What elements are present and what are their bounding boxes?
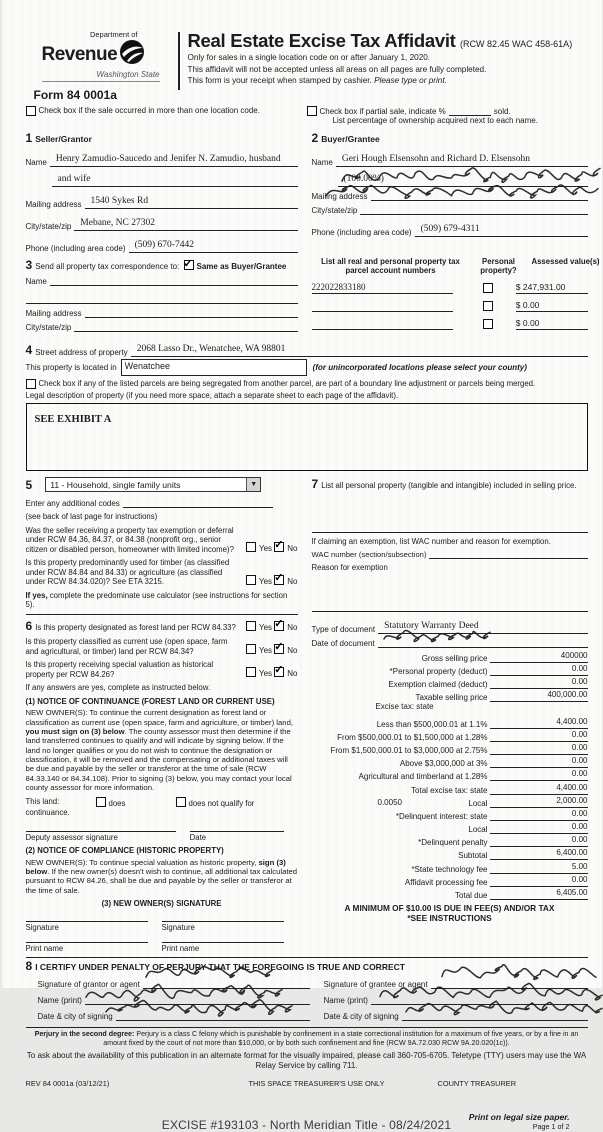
tax-line-value: 0.00 (524, 743, 588, 755)
q-timber-no-checkbox-icon[interactable] (274, 575, 284, 585)
section-2-heading: Buyer/Grantee (321, 134, 380, 144)
if-yes-note: complete the predominate use calculator (see instructions for section 5). (26, 591, 288, 610)
corr-csz-field (74, 321, 297, 332)
section-7-number: 7 (312, 477, 319, 491)
alternate-format-note: To ask about the availability of this publication in an alternate format for the visually impaired, please call 360-705-6705. Teletype (TTY) users may use the WA Relay Service by calling 711. (26, 1051, 588, 1070)
tax-line-label: Subtotal (312, 851, 490, 860)
q-current-no-checkbox-icon[interactable] (274, 644, 284, 654)
buyer-csz-field (360, 204, 587, 215)
tax-line-value: 0.00 (524, 822, 588, 834)
tax-line-label: *State technology fee (312, 865, 490, 874)
does-not-label: does not qualify for (189, 799, 255, 808)
reason-exemption-label: Reason for exemption (312, 563, 588, 573)
tax-line-value: 0.00 (524, 756, 588, 768)
no-label: No (287, 577, 297, 586)
q-current-use-text: Is this property classified as current use (open space, farm and agricultural, or timber) land per RCW 84.34? (26, 637, 242, 656)
treasurer-use-label: THIS SPACE TREASURER'S USE ONLY (196, 1079, 438, 1088)
legal-description-value: SEE EXHIBIT A (35, 414, 112, 425)
buyer-mailing-field (371, 190, 588, 201)
tax-line (312, 715, 588, 728)
tax-line-value: 0.00 (524, 809, 588, 821)
same-as-buyer-checkbox-icon[interactable] (184, 260, 194, 270)
assessed-value: $ 0.00 (516, 318, 588, 330)
does-label: does (109, 799, 126, 808)
assessed-value: $ 0.00 (516, 300, 588, 312)
buyer-mailing-label: Mailing address (312, 192, 371, 201)
perjury-text: Perjury is a class C felony which is punishable by confinement in a state correctional institution for a maximum of five years, or by a fine in an amount fixed by the court of not more than $10,000, or by both such confinement and fine (RCW 9A.72.030 RCW 9A.20.020(1c)). (103, 1030, 578, 1047)
tax-line-value: 6,400.00 (524, 848, 588, 860)
minimum-due-note: A MINIMUM OF $10.00 IS DUE IN FEE(S) AND/OR TAX (312, 903, 588, 913)
section-2-number: 2 (312, 131, 319, 145)
legal-description-box (26, 403, 588, 471)
dept-of-label: Department of (42, 30, 138, 39)
print-legal-size-note: Print on legal size paper. (469, 1112, 570, 1122)
use-code-value: 11 - Household, single family units (46, 480, 246, 490)
buyer-name-label: Name (312, 158, 336, 167)
yes-label: Yes (259, 577, 272, 586)
notice-continuance-title: (1) NOTICE OF CONTINUANCE (FOREST LAND OR CURRENT USE) (26, 697, 298, 707)
tax-line (312, 874, 588, 887)
notice-continuance-body: NEW OWNER(S): To continue the current designation as forest land or classification as current use (open space, farm and agriculture, or timber) land, you must sign on (3) below. The county assessor must then determine if the land transferred continues to qualify and will indicate by signing below. If the land no longer qualifies or you do not wish to continue the designation or classification, it will be removed and the compensating or additional taxes will be due and payable by the seller or transferor at the time of sale (RCW 84.33.140 or 84.34.108). Prior to signing (3) below, you may contact your local county assessor for more information. (26, 708, 298, 793)
owner-signature-label-1: Signature (26, 921, 148, 932)
tax-line-value: 0.00 (524, 875, 588, 887)
section-3-number: 3 (26, 258, 33, 272)
q-exemption-text: Was the seller receiving a property tax exemption or deferral under RCW 84.36, 84.37, or 84.38 (nonprofit org., senior citizen or disabled person, homeowner with limited income)? (26, 526, 242, 555)
parcel-number (312, 300, 454, 312)
same-as-buyer-label: Same as Buyer/Grantee (197, 262, 287, 271)
header-note-3: This form is your receipt when stamped by cashier. (188, 76, 372, 85)
ownership-note: List percentage of ownership acquired next to each name. (307, 116, 588, 125)
tax-line-value: 0.00 (524, 677, 588, 689)
dropdown-arrow-icon[interactable]: ▼ (246, 478, 260, 491)
tax-line-label: Local (312, 799, 490, 808)
grantee-signature-label: Signature of grantee or agent (324, 980, 431, 989)
tax-line-value: 0.00 (524, 835, 588, 847)
owner-signature-label-2: Signature (162, 921, 284, 932)
tax-line-value: 0.00 (524, 769, 588, 781)
yes-label: Yes (259, 646, 272, 655)
local-rate-value: 0.0050 (378, 798, 402, 807)
corr-name-field-2 (26, 293, 298, 304)
partial-sale-checkbox-icon[interactable] (307, 106, 317, 116)
no-label: No (287, 623, 297, 632)
tax-line-label: Less than $500,000.01 at 1.1% (312, 720, 490, 729)
perjury-heading: Perjury in the second degree: (35, 1030, 135, 1038)
multi-location-checkbox-icon[interactable] (26, 106, 36, 116)
buyer-phone-value: (509) 679-4311 (415, 224, 480, 234)
seller-name-value: Henry Zamudio-Saucedo and Jenifer N. Zamudio, husband (50, 154, 281, 164)
multi-location-label: Check box if the sale occurred in more than one location code. (39, 106, 260, 115)
exemption-note: If claiming an exemption, list WAC number and reason for exemption. (312, 537, 588, 547)
section-7-heading: List all personal property (tangible and intangible) included in selling price. (321, 481, 576, 490)
excise-stamp-line: EXCISE #193103 - North Meridian Title - 08/24/2021 (26, 1118, 588, 1132)
q-timber-yes-checkbox-icon[interactable] (246, 575, 256, 585)
tax-line-label: Total due (312, 891, 490, 900)
parcel-number (312, 318, 454, 330)
section-8-number: 8 (26, 959, 33, 973)
continuance-label: continuance. (26, 808, 298, 818)
yes-label: Yes (259, 544, 272, 553)
wac-number-label: WAC number (section/subsection) (312, 550, 430, 559)
assessed-value-col-header: Assessed value(s) (528, 258, 603, 276)
buyer-name-value-2: (100.00%) (338, 174, 384, 184)
affidavit-page (2, 0, 602, 988)
q-historic-no-checkbox-icon[interactable] (274, 667, 284, 677)
certify-statement: I CERTIFY UNDER PENALTY OF PERJURY THAT THE FOREGOING IS TRUE AND CORRECT (35, 962, 405, 972)
doc-type-label: Type of document (312, 625, 379, 634)
buyer-csz-label: City/state/zip (312, 206, 361, 215)
seller-name-label: Name (26, 158, 50, 167)
q-exemption-yes-checkbox-icon[interactable] (246, 542, 256, 552)
tax-line-label: Affidavit processing fee (312, 878, 490, 887)
q-forest-text: Is this property designated as forest land per RCW 84.33? (35, 623, 236, 632)
tax-line (312, 755, 588, 768)
header-note-2: This affidavit will not be accepted unless all areas on all pages are fully completed. (188, 65, 588, 76)
grantee-date-city-label: Date & city of signing (324, 1012, 402, 1021)
yes-label: Yes (259, 669, 272, 678)
parcel-row (312, 318, 588, 330)
page-title: Real Estate Excise Tax Affidavit (188, 30, 456, 51)
tax-line-label: Local (312, 825, 490, 834)
dor-brand (26, 30, 176, 102)
tax-line-label: Taxable selling price (312, 693, 490, 702)
tax-line-value: 5.00 (524, 862, 588, 874)
tax-line-label: Gross selling price (312, 654, 490, 663)
if-any-yes-note: If any answers are yes, complete as instructed below. (26, 683, 298, 693)
header-divider (178, 32, 180, 90)
form-header (26, 30, 588, 102)
partial-sale-sold-label: sold. (494, 107, 511, 116)
county-treasurer-label: COUNTY TREASURER (438, 1079, 588, 1088)
tax-line (312, 821, 588, 834)
section-5-number: 5 (26, 478, 33, 492)
tax-line-label: From $500,000.01 to $1,500,000 at 1.28% (312, 733, 490, 742)
yes-label: Yes (259, 623, 272, 632)
legal-description-label: Legal description of property (if you need more space, attach a separate sheet to each page of the affidavit). (26, 391, 588, 400)
corr-mailing-label: Mailing address (26, 309, 85, 318)
grantor-signature-label: Signature of grantor or agent (38, 980, 143, 989)
seller-csz-value: Mebane, NC 27302 (74, 218, 155, 228)
tax-line-value: 400000 (524, 651, 588, 663)
tax-line (312, 663, 588, 676)
tax-calculation-table (312, 650, 588, 900)
segregated-label: Check box if any of the listed parcels are being segregated from another parcel, are part of a boundary line adjustment or parcels being merged. (39, 379, 536, 388)
rcw-reference: (RCW 82.45 WAC 458-61A) (460, 39, 572, 49)
notice-compliance-body: NEW OWNER(S): To continue special valuation as historic property, sign (3) below. If the new owner(s) doesn't wish to continue, all additional tax calculated pursuant to RCW 84.26, shall be due and payable by the seller or transferor at the time of sale. (26, 858, 298, 896)
doc-date-label: Date of document (312, 639, 378, 648)
q-timber-text: Is this property predominantly used for timber (as classified under RCW 84.84 and 84.33) or agriculture (as classified under RCW 84.34.020)? See ETA 3215. (26, 558, 242, 587)
located-in-input[interactable]: Wenatchee (121, 359, 307, 376)
parcel-row (312, 282, 588, 294)
partial-sale-label: Check box if partial sale, indicate % (320, 107, 446, 116)
tax-line-label: *Delinquent penalty (312, 838, 490, 847)
excise-tax-state-header: Excise tax: state (312, 702, 588, 715)
grantee-print-name-label: Name (print) (324, 996, 371, 1005)
use-code-dropdown[interactable] (45, 477, 261, 492)
grantor-print-name-label: Name (print) (38, 996, 85, 1005)
tax-line-value: 400,000.00 (524, 690, 588, 702)
section-1-heading: Seller/Grantor (35, 134, 92, 144)
corr-name-field (50, 275, 298, 286)
seller-mailing-label: Mailing address (26, 200, 85, 209)
parcel-row (312, 300, 588, 312)
additional-codes-field[interactable] (123, 497, 273, 508)
seller-mailing-value: 1540 Sykes Rd (85, 196, 149, 206)
form-number: Form 84 0001a (26, 88, 176, 102)
personal-property-col-header: Personal property? (470, 258, 528, 276)
tax-line-value: 6,405.00 (524, 888, 588, 900)
owner-print-name-label-2: Print name (162, 942, 284, 953)
grantor-signature-field (143, 978, 310, 989)
doc-date-field (378, 637, 588, 648)
corr-mailing-field (85, 307, 298, 318)
revenue-logo-icon (119, 39, 145, 70)
tax-line-label: Above $3,000,000 at 3% (312, 759, 490, 768)
tax-line (312, 650, 588, 663)
tax-line (312, 887, 588, 900)
page-number: Page 1 of 2 (469, 1122, 570, 1131)
located-in-label: This property is located in (26, 363, 117, 372)
tax-line-value: 2,000.00 (524, 796, 588, 808)
buyer-name-value: Geri Hough Elsensohn and Richard D. Elsensohn (336, 154, 530, 164)
grantee-print-name-field (371, 994, 588, 1005)
q-forest-yes-checkbox-icon[interactable] (246, 621, 256, 631)
washington-state-label: Washington State (42, 70, 160, 82)
doc-type-value: Statutory Warranty Deed (378, 621, 479, 631)
section-6-divider (26, 614, 298, 615)
segregated-checkbox-icon[interactable] (26, 379, 36, 389)
tax-line-value: 4,400.00 (524, 783, 588, 795)
section-3-heading: Send all property tax correspondence to: (35, 262, 179, 271)
owner-print-name-label-1: Print name (26, 942, 148, 953)
tax-line (312, 847, 588, 860)
seller-phone-label: Phone (including area code) (26, 244, 129, 253)
tax-line-label: *Delinquent interest: state (312, 812, 490, 821)
tax-line (312, 689, 588, 702)
deputy-assessor-signature-label: Deputy assessor signature (26, 831, 176, 842)
partial-sale-percent-field[interactable] (449, 107, 491, 116)
section-1-number: 1 (26, 131, 33, 145)
header-note-3-italic: Please type or print. (374, 76, 447, 85)
q-historic-text: Is this property receiving special valuation as historical property per RCW 84.26? (26, 660, 242, 679)
personal-property-checkbox-icon[interactable] (483, 283, 493, 293)
parcel-col-header: List all real and personal property tax parcel account numbers (312, 258, 470, 276)
tax-line-label: *Personal property (deduct) (312, 667, 490, 676)
q-exemption-no-checkbox-icon[interactable] (274, 542, 284, 552)
tax-line-label: Total excise tax: state (312, 786, 490, 795)
q-forest-no-checkbox-icon[interactable] (274, 621, 284, 631)
see-back-note: (see back of last page for instructions) (26, 512, 298, 522)
no-label: No (287, 544, 297, 553)
tax-line-value: 4,400.00 (524, 717, 588, 729)
notice-compliance-title: (2) NOTICE OF COMPLIANCE (HISTORIC PROPERTY) (26, 846, 298, 856)
revenue-wordmark: Revenue (42, 44, 118, 66)
grantee-date-city-field (402, 1010, 588, 1021)
unincorporated-note: (for unincorporated locations please select your county) (313, 363, 527, 372)
tax-line (312, 676, 588, 689)
land-does-checkbox-icon[interactable] (96, 797, 106, 807)
wac-number-field[interactable] (429, 548, 587, 559)
tax-line (312, 742, 588, 755)
tax-line (312, 768, 588, 781)
section-6-number: 6 (26, 619, 33, 633)
new-owners-signature-title: (3) NEW OWNER(S) SIGNATURE (26, 899, 298, 909)
tax-line (312, 795, 588, 808)
tax-line (312, 729, 588, 742)
assessed-value: $ 247,931.00 (516, 282, 588, 294)
buyer-phone-label: Phone (including area code) (312, 228, 415, 237)
if-yes-bold: If yes, (26, 591, 48, 600)
seller-name-value-2: and wife (52, 174, 91, 184)
seller-csz-label: City/state/zip (26, 222, 75, 231)
personal-property-checkbox-icon[interactable] (483, 301, 493, 311)
rev-form-id: REV 84 0001a (03/12/21) (26, 1079, 196, 1088)
additional-codes-label: Enter any additional codes (26, 499, 123, 508)
tax-line-value: 0.00 (524, 664, 588, 676)
tax-line (312, 834, 588, 847)
corr-csz-label: City/state/zip (26, 323, 75, 332)
no-label: No (287, 646, 297, 655)
land-does-not-checkbox-icon[interactable] (176, 797, 186, 807)
see-instructions-note: *SEE INSTRUCTIONS (312, 913, 588, 923)
grantor-print-name-field (85, 994, 310, 1005)
tax-line-label: Exemption claimed (deduct) (312, 680, 490, 689)
grantee-signature-field (431, 978, 588, 989)
personal-property-checkbox-icon[interactable] (483, 319, 493, 329)
street-address-value: 2068 Lasso Dr., Wenatchee, WA 98801 (131, 344, 286, 354)
q-historic-yes-checkbox-icon[interactable] (246, 667, 256, 677)
seller-phone-value: (509) 670-7442 (129, 240, 194, 250)
tax-line (312, 781, 588, 794)
tax-line (312, 808, 588, 821)
tax-line-value: 0.00 (524, 730, 588, 742)
tax-line (312, 860, 588, 873)
deputy-date-label: Date (190, 831, 284, 842)
grantor-date-city-label: Date & city of signing (38, 1012, 116, 1021)
this-land-label: This land: (26, 797, 96, 808)
no-label: No (287, 669, 297, 678)
grantor-date-city-field (116, 1010, 310, 1021)
section-4-number: 4 (26, 343, 33, 357)
corr-name-label: Name (26, 277, 50, 286)
street-address-label: Street address of property (35, 348, 131, 357)
header-note-1: Only for sales in a single location code on or after January 1, 2020. (188, 53, 588, 64)
tax-line-label: From $1,500,000.01 to $3,000,000 at 2.75% (312, 746, 490, 755)
parcel-number: 222022833180 (312, 282, 454, 294)
q-current-yes-checkbox-icon[interactable] (246, 644, 256, 654)
tax-line-label: Agricultural and timberland at 1.28% (312, 772, 490, 781)
